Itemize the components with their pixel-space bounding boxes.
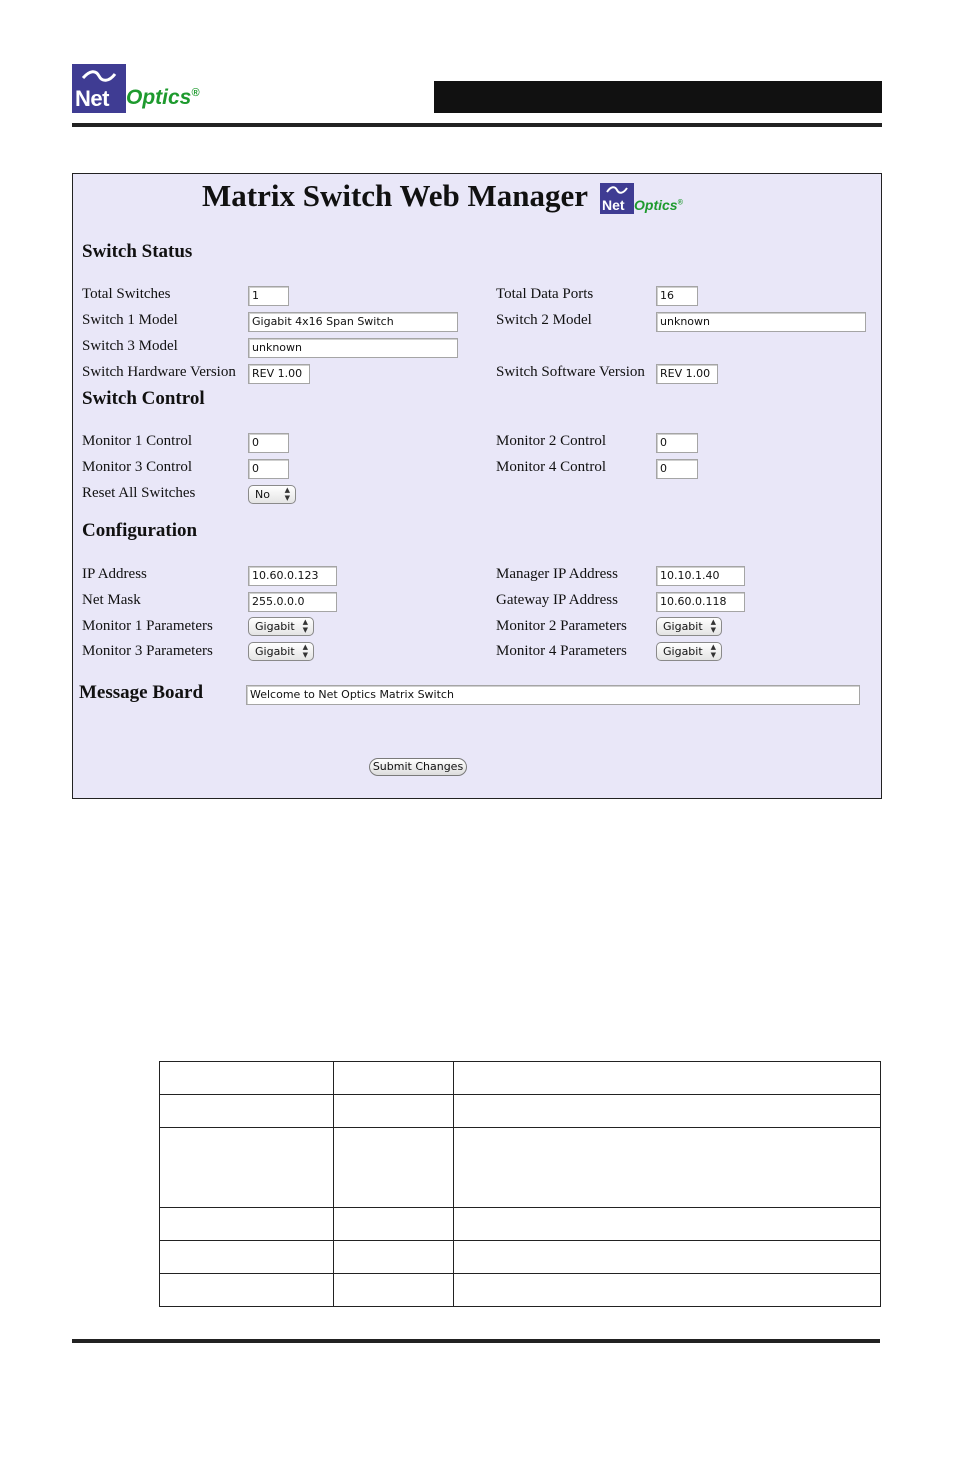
switch-control-heading: Switch Control [82, 388, 205, 409]
switch2-model-field[interactable]: unknown [656, 312, 866, 332]
table-cell [160, 1128, 334, 1208]
total-switches-field[interactable]: 1 [248, 286, 289, 306]
total-data-ports-label: Total Data Ports [496, 286, 594, 302]
table-row [160, 1241, 881, 1274]
manager-ip-field[interactable]: 10.10.1.40 [656, 566, 745, 586]
logo-optics-text [126, 86, 199, 110]
table-cell [160, 1241, 334, 1274]
table-cell [334, 1095, 454, 1128]
monitor1-params-select[interactable] [248, 617, 314, 636]
table-cell [334, 1128, 454, 1208]
logo-net-text: Net [75, 86, 109, 111]
app-logo-optics [634, 197, 683, 213]
table-cell [334, 1241, 454, 1274]
sw-version-field[interactable]: REV 1.00 [656, 364, 718, 384]
table-cell [454, 1128, 881, 1208]
monitor4-control-label: Monitor 4 Control [496, 459, 607, 475]
switch3-model-field[interactable]: unknown [248, 338, 458, 358]
table-cell [454, 1095, 881, 1128]
updown-arrows-icon: ▲ ▼ [302, 643, 308, 659]
wave-icon [81, 70, 117, 82]
table-cell [160, 1062, 334, 1095]
updown-arrows-icon: ▲ ▼ [302, 618, 308, 634]
ip-address-label: IP Address [82, 566, 147, 582]
header-divider [72, 123, 882, 127]
table-cell [160, 1274, 334, 1307]
total-data-ports-field[interactable]: 16 [656, 286, 698, 306]
submit-changes-button[interactable]: Submit Changes [369, 758, 467, 776]
monitor3-params-value: Gigabit [255, 645, 295, 658]
table-cell [334, 1274, 454, 1307]
table-cell [454, 1208, 881, 1241]
table-row [160, 1062, 881, 1095]
total-switches-label: Total Switches [82, 286, 171, 302]
table-row [160, 1095, 881, 1128]
table-cell [160, 1095, 334, 1128]
net-mask-field[interactable]: 255.0.0.0 [248, 592, 337, 612]
ip-address-field[interactable]: 10.60.0.123 [248, 566, 337, 586]
message-board-label: Message Board [79, 682, 204, 703]
monitor4-control-field[interactable]: 0 [656, 459, 698, 479]
table-cell [334, 1062, 454, 1095]
monitor2-params-label: Monitor 2 Parameters [496, 618, 627, 634]
app-logo-mark [600, 183, 634, 214]
gateway-ip-label: Gateway IP Address [496, 592, 618, 608]
registered-mark: ® [191, 87, 200, 99]
monitor2-params-value: Gigabit [663, 620, 703, 633]
updown-arrows-icon: ▲ ▼ [710, 618, 716, 634]
configuration-heading: Configuration [82, 520, 198, 541]
reset-all-select-value: No [255, 488, 270, 501]
sw-version-label: Switch Software Version [496, 364, 645, 380]
table-row [160, 1274, 881, 1307]
table-cell [454, 1241, 881, 1274]
updown-arrows-icon: ▲ ▼ [710, 643, 716, 659]
monitor1-control-label: Monitor 1 Control [82, 433, 193, 449]
switch-status-heading: Switch Status [82, 241, 193, 262]
logo-optics-word: Optics [126, 86, 192, 109]
monitor2-control-field[interactable]: 0 [656, 433, 698, 453]
monitor3-control-label: Monitor 3 Control [82, 459, 193, 475]
monitor1-control-field[interactable]: 0 [248, 433, 289, 453]
table-cell [454, 1062, 881, 1095]
table-cell [334, 1208, 454, 1241]
monitor2-control-label: Monitor 2 Control [496, 433, 607, 449]
net-optics-logo-mark [72, 64, 126, 113]
monitor3-params-label: Monitor 3 Parameters [82, 643, 213, 659]
app-logo-reg: ® [677, 199, 683, 207]
monitor2-params-select[interactable] [656, 617, 722, 636]
table-row [160, 1128, 881, 1208]
updown-arrows-icon: ▲ ▼ [284, 486, 290, 502]
monitor4-params-select[interactable] [656, 642, 722, 661]
reset-all-label: Reset All Switches [82, 485, 196, 501]
monitor3-params-select[interactable] [248, 642, 314, 661]
message-board-field[interactable]: Welcome to Net Optics Matrix Switch [246, 685, 860, 705]
monitor3-control-field[interactable]: 0 [248, 459, 289, 479]
monitor1-params-value: Gigabit [255, 620, 295, 633]
monitor4-params-value: Gigabit [663, 645, 703, 658]
gateway-ip-field[interactable]: 10.60.0.118 [656, 592, 745, 612]
app-logo-net: Net [602, 197, 625, 213]
monitor4-params-label: Monitor 4 Parameters [496, 643, 627, 659]
parameter-table [159, 1061, 881, 1307]
wave-icon [606, 186, 628, 194]
switch1-model-field[interactable]: Gigabit 4x16 Span Switch [248, 312, 458, 332]
switch1-model-label: Switch 1 Model [82, 312, 178, 328]
hw-version-label: Switch Hardware Version [82, 364, 236, 380]
app-title: Matrix Switch Web Manager [202, 178, 589, 213]
net-mask-label: Net Mask [82, 592, 141, 608]
switch2-model-label: Switch 2 Model [496, 312, 592, 328]
reset-all-select[interactable] [248, 485, 296, 504]
hw-version-field[interactable]: REV 1.00 [248, 364, 310, 384]
header-bar [434, 81, 882, 113]
table-cell [454, 1274, 881, 1307]
table-cell [160, 1208, 334, 1241]
monitor1-params-label: Monitor 1 Parameters [82, 618, 213, 634]
table-row [160, 1208, 881, 1241]
footer-divider [72, 1339, 880, 1343]
app-logo-optics-word: Optics [634, 197, 678, 213]
manager-ip-label: Manager IP Address [496, 566, 618, 582]
switch3-model-label: Switch 3 Model [82, 338, 178, 354]
